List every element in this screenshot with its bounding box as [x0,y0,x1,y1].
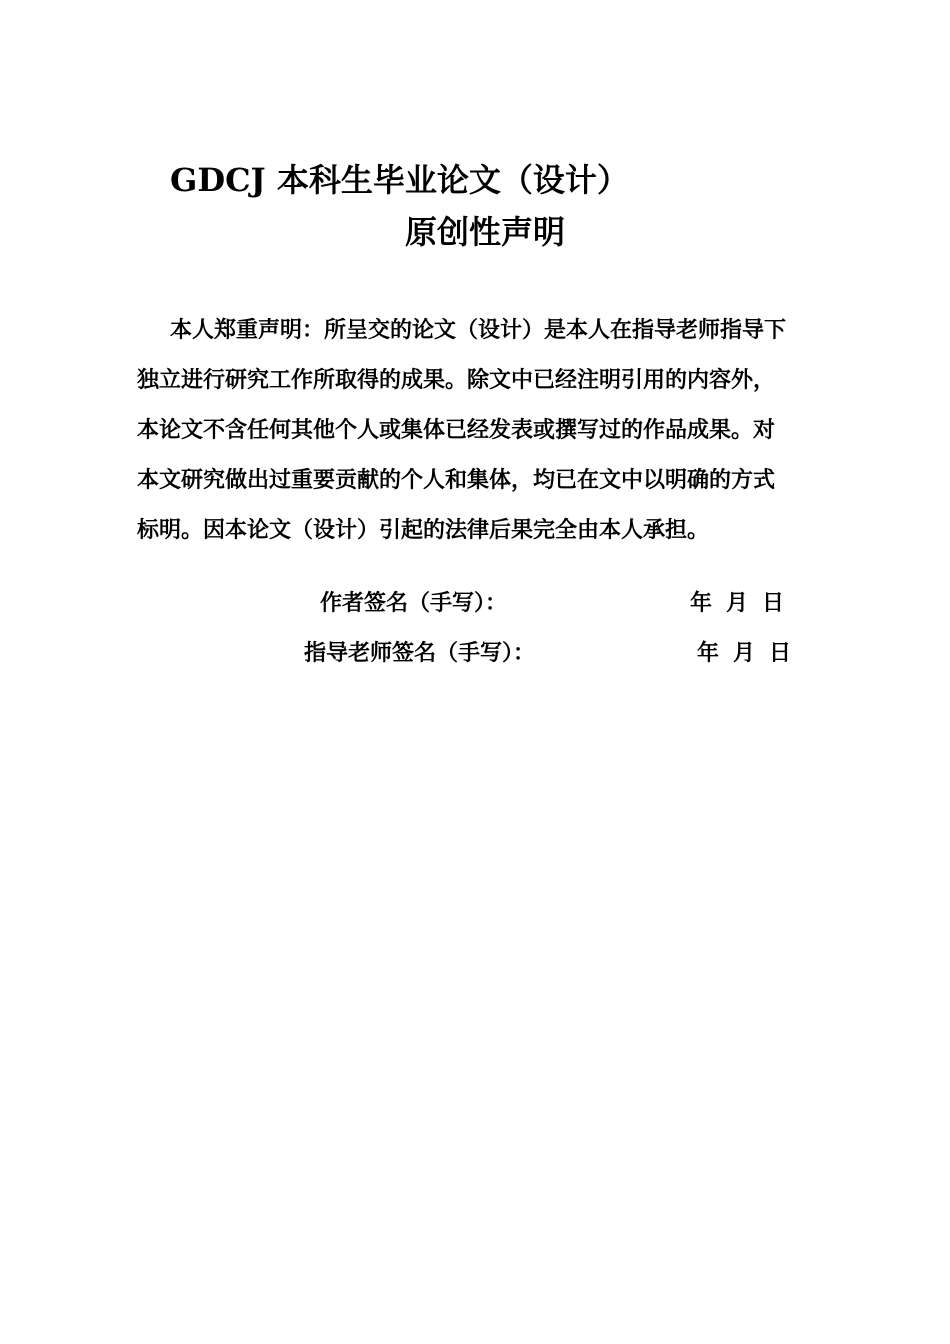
declaration-line: 本人郑重声明：所呈交的论文（设计）是本人在指导老师指导下 [170,318,787,343]
advisor-date-day: 日 [769,641,792,666]
author-signature-label: 作者签名（手写）： [320,591,508,616]
author-date-month: 月 [726,591,749,616]
declaration-paragraph [137,306,837,556]
declaration-line: 独立进行研究工作所取得的成果。除文中已经注明引用的内容外， [137,368,776,393]
document-title: GDCJ 本科生毕业论文（设计） [170,161,629,199]
declaration-line: 标明。因本论文（设计）引起的法律后果完全由本人承担。 [137,518,710,543]
author-date-year: 年 [690,591,713,616]
advisor-date-month: 月 [733,641,756,666]
author-date-day: 日 [762,591,785,616]
advisor-signature-label: 指导老师签名（手写）： [304,641,536,666]
declaration-line: 本论文不含任何其他个人或集体已经发表或撰写过的作品成果。对 [137,418,776,443]
document-subtitle: 原创性声明 [405,213,566,251]
declaration-line: 本文研究做出过重要贡献的个人和集体，均已在文中以明确的方式 [137,468,776,493]
advisor-signature-date [697,639,791,669]
advisor-date-year: 年 [697,641,720,666]
author-signature-date [690,589,784,619]
